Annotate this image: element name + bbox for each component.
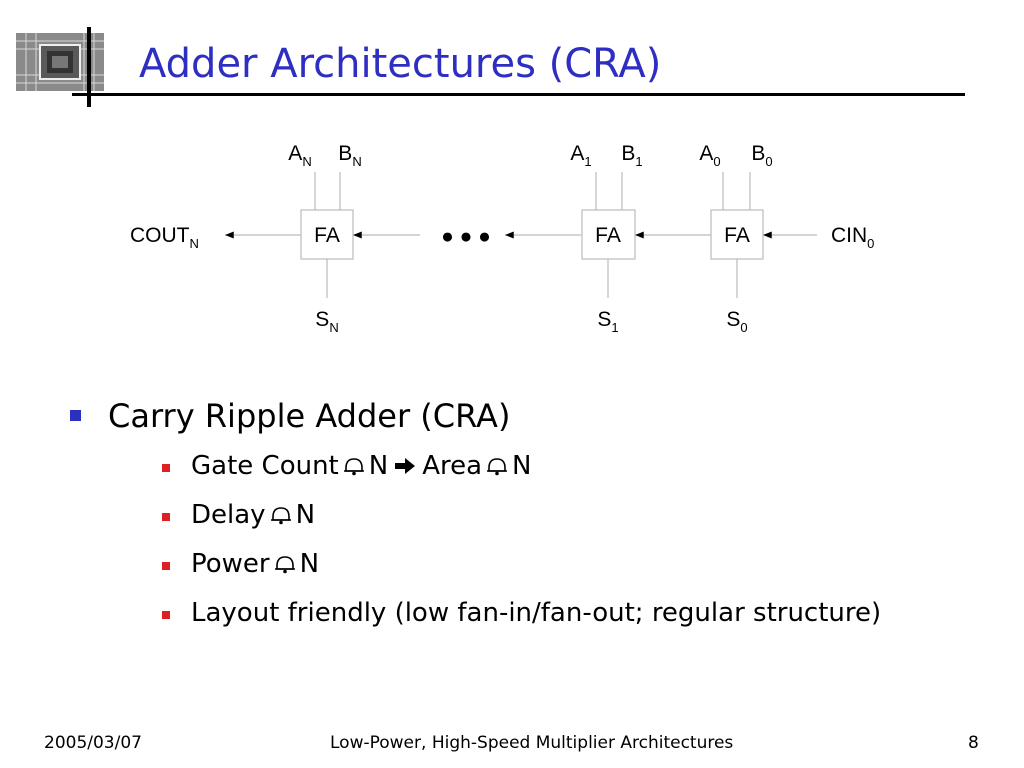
- carry-in-label: $CIN_0$: [831, 224, 875, 251]
- bullet-gate-count: Gate Count N Area N: [154, 442, 881, 491]
- page-number: 8: [968, 733, 979, 753]
- footer-title: Low-Power, High-Speed Multiplier Architectures: [330, 733, 734, 753]
- fa-label-n: FA: [314, 224, 340, 247]
- bullet-list: [70, 394, 881, 638]
- input-label-a0: $A_0$: [699, 142, 721, 169]
- input-label-bn: $B_N$: [338, 142, 362, 169]
- bullet-main: [70, 394, 881, 638]
- input-label-b0: $B_0$: [751, 142, 773, 169]
- input-wires: [315, 172, 750, 210]
- carry-out-label: $COUT_N$: [130, 224, 199, 251]
- fa-label-0: FA: [724, 224, 750, 247]
- bell-icon: [343, 456, 365, 476]
- bell-icon: [270, 505, 292, 525]
- sum-label-sn: $S_N$: [315, 308, 339, 335]
- bullet-marker: [70, 410, 81, 421]
- sum-wires: [327, 259, 737, 298]
- input-label-a1: $A_1$: [570, 142, 592, 169]
- sum-label-s0: $S_0$: [726, 308, 748, 335]
- bullet-delay: Delay N: [154, 491, 881, 540]
- input-label-an: $A_N$: [288, 142, 312, 169]
- sub-bullet-marker: [162, 562, 170, 570]
- fa-label-1: FA: [595, 224, 621, 247]
- bullet-layout: Layout friendly (low fan-in/fan-out; regular structure): [154, 589, 881, 638]
- sub-bullet-marker: [162, 611, 170, 619]
- bell-icon: [274, 554, 296, 574]
- sub-bullet-marker: [162, 513, 170, 521]
- footer-date: 2005/03/07: [44, 733, 142, 753]
- carry-ellipsis: ● ● ●: [441, 225, 491, 248]
- bullet-power: Power N: [154, 540, 881, 589]
- right-arrow-icon: [394, 457, 416, 475]
- slide-title: Adder Architectures (CRA): [139, 41, 662, 87]
- bullet-main-text: Carry Ripple Adder (CRA): [108, 397, 511, 435]
- sub-bullet-list: [154, 442, 881, 638]
- input-label-b1: $B_1$: [621, 142, 643, 169]
- sum-label-s1: $S_1$: [597, 308, 619, 335]
- bell-icon: [486, 456, 508, 476]
- sub-bullet-marker: [162, 464, 170, 472]
